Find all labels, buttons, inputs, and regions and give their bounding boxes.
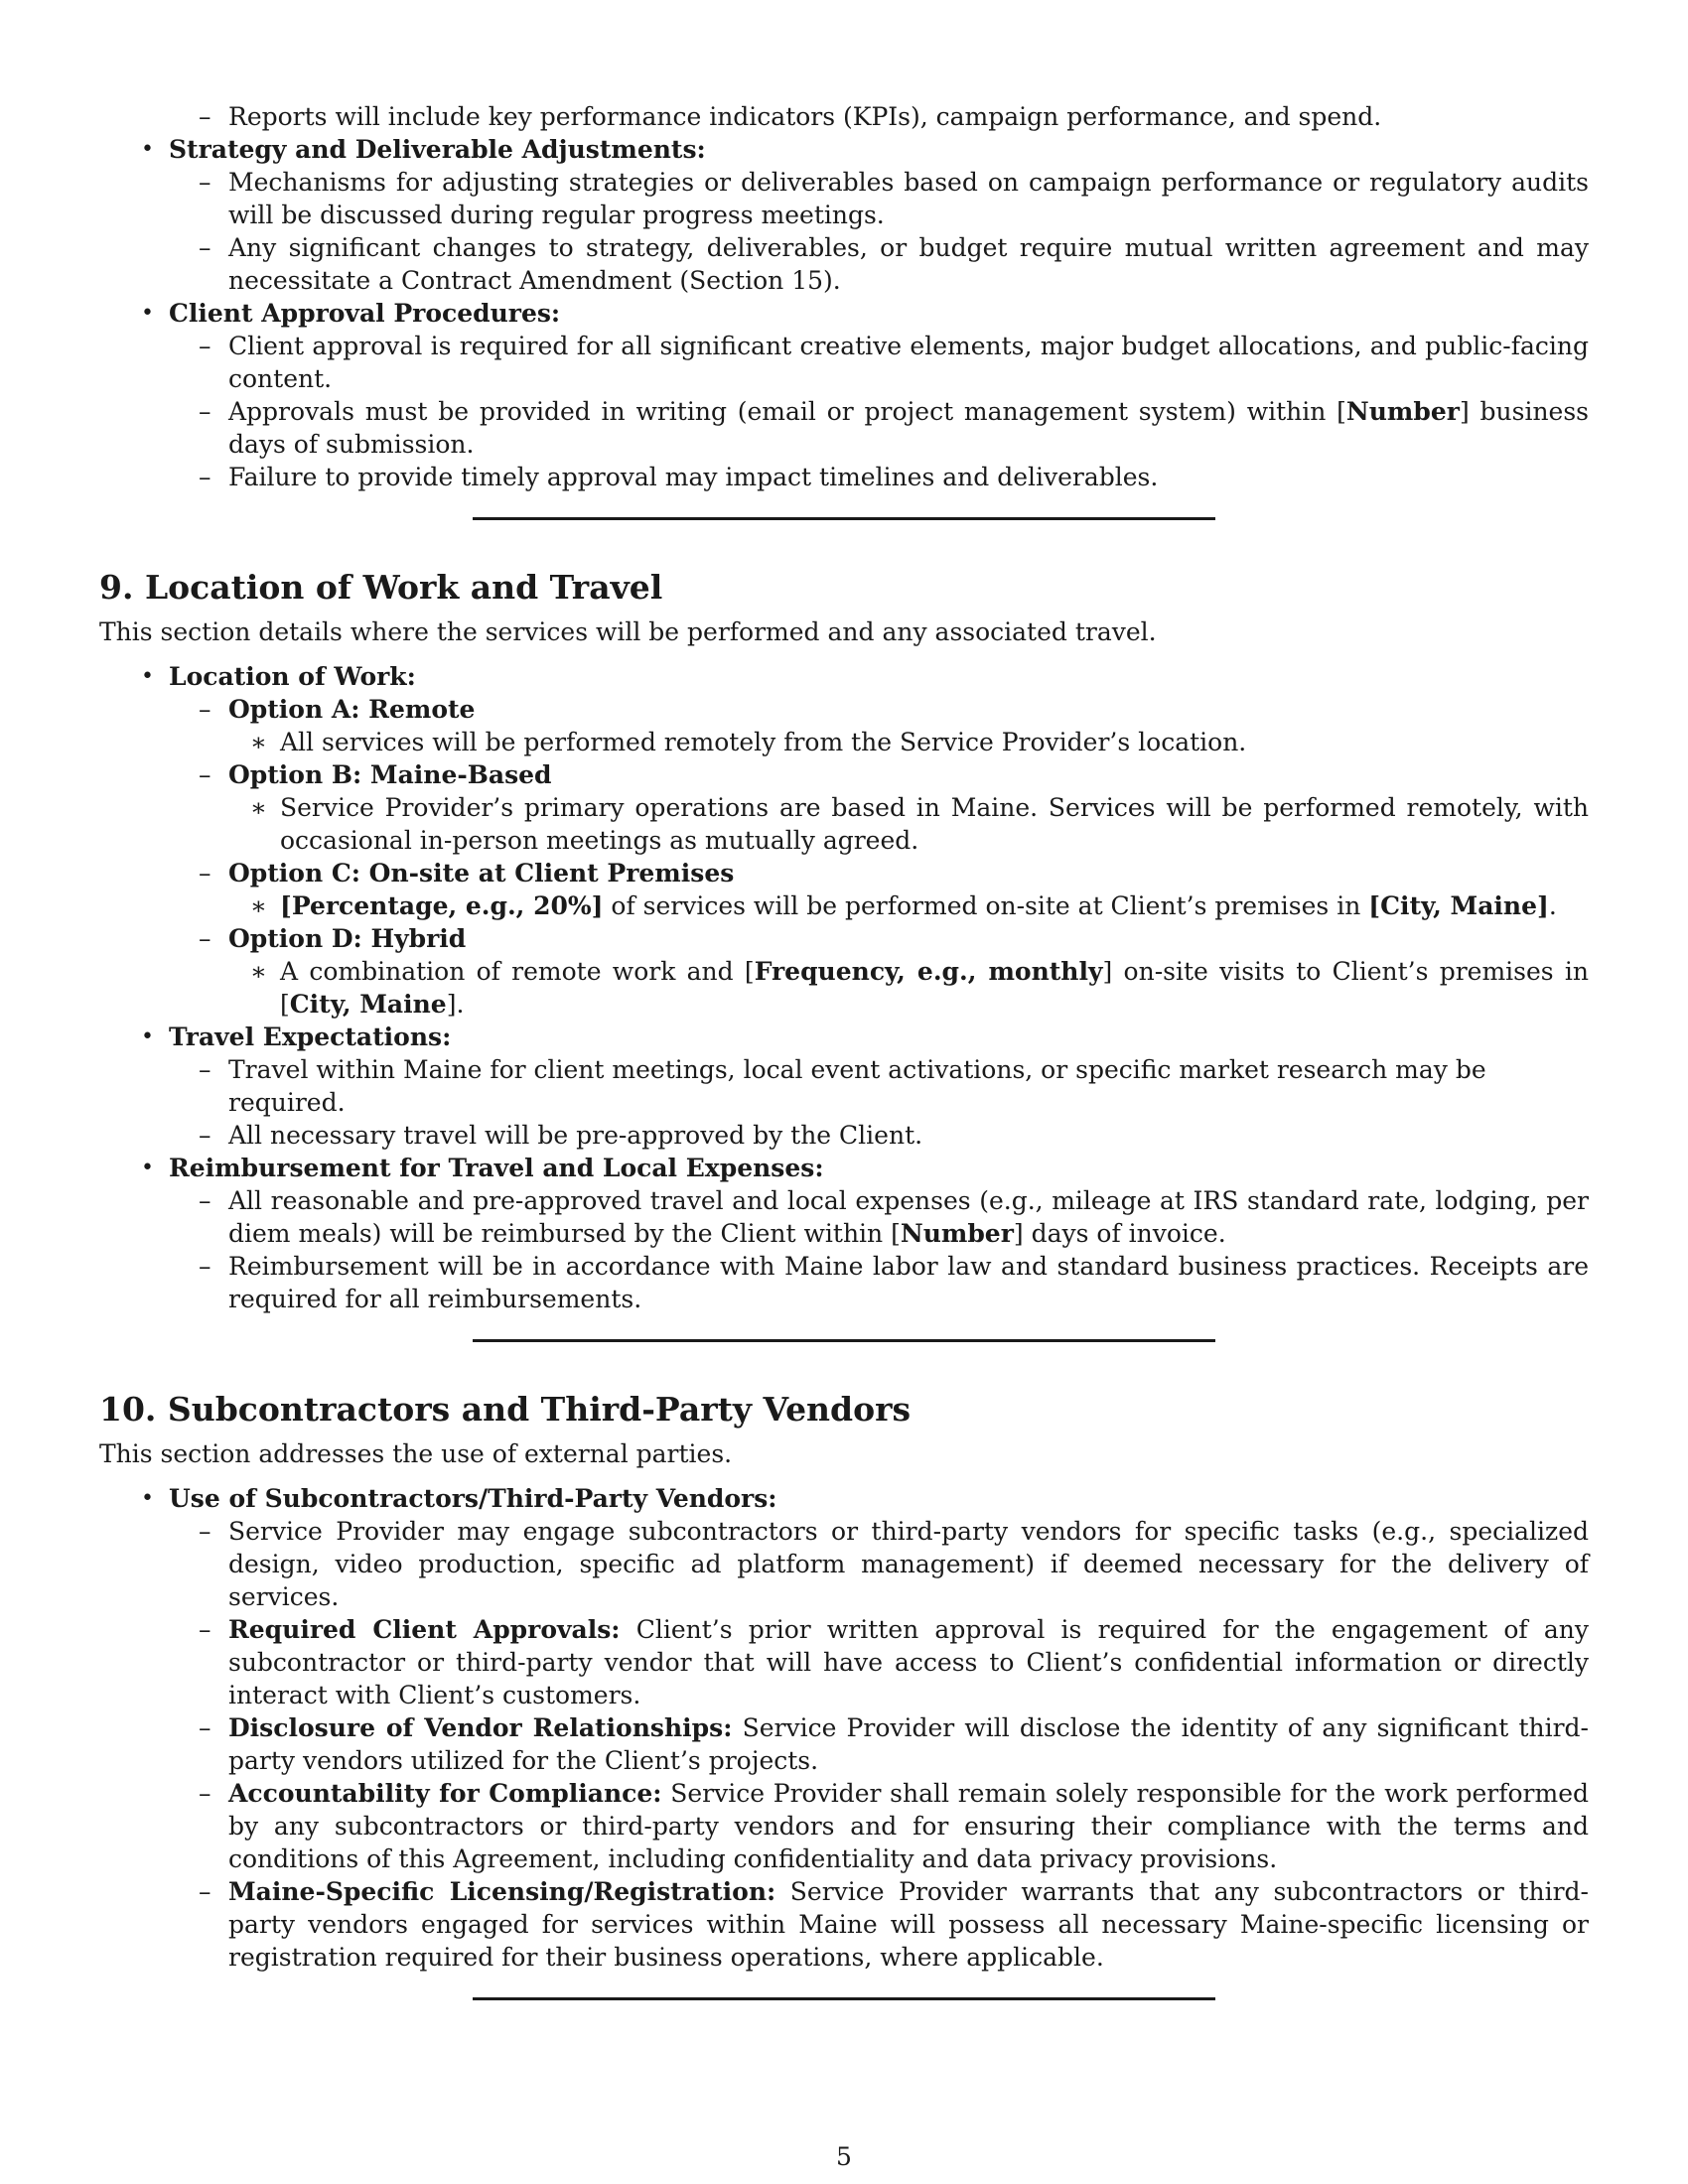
- list-item: – Option A: Remote: [199, 695, 476, 724]
- list-item: – Accountability for Compliance: Service Provider shall remain solely responsible for the work performed by any subcontractors or third-party vendors and for ensuring their compliance with the terms and conditions of this Agreement, including confidentiality and data privacy provisions.: [199, 1779, 1589, 1873]
- asterisk-marker: ∗: [250, 793, 267, 822]
- location-heading: Location of Work:: [169, 662, 416, 691]
- list-item: ∗ A combination of remote work and [Frequency, e.g., monthly] on-site visits to Client’s premises in [City, Maine].: [250, 957, 1590, 1019]
- list-item: [99, 1021, 1589, 1053]
- list-item: – Option B: Maine-Based: [199, 760, 552, 789]
- dash-marker: –: [199, 102, 211, 131]
- list-item: – Failure to provide timely approval may impact timelines and deliverables.: [199, 463, 1159, 491]
- dash-marker: –: [199, 332, 211, 360]
- bullet-marker: •: [141, 137, 154, 162]
- list-item: – Approvals must be provided in writing (email or project management system) within [Number] business days of submission.: [199, 397, 1589, 459]
- dash-marker: –: [199, 397, 211, 426]
- dash-marker: –: [199, 233, 211, 262]
- section-9-intro: This section details where the services will be performed and any associated travel.: [99, 617, 1157, 646]
- approval-heading: Client Approval Procedures:: [169, 299, 561, 328]
- section-9-title: 9. Location of Work and Travel: [99, 568, 663, 607]
- list-item: – Option C: On-site at Client Premises: [199, 859, 735, 887]
- list-item: ∗ [Percentage, e.g., 20%] of services will be performed on-site at Client’s premises in [City, Maine].: [250, 891, 1557, 920]
- dash-marker: –: [199, 463, 211, 491]
- list-item: – Option D: Hybrid: [199, 924, 467, 953]
- list-item: – All necessary travel will be pre-approved by the Client.: [199, 1121, 923, 1150]
- travel-heading: Travel Expectations:: [169, 1023, 452, 1051]
- page-number: 5: [836, 2142, 852, 2171]
- bullet-marker: •: [141, 1156, 154, 1180]
- list-item: [99, 1482, 1589, 1515]
- list-item: [99, 297, 1589, 330]
- page-content: [99, 100, 1589, 2000]
- list-item: – Reimbursement will be in accordance with Maine labor law and standard business practices. Receipts are required for all reimbursements.: [199, 1252, 1589, 1313]
- dash-marker: –: [199, 1877, 211, 1906]
- list-item: [99, 1152, 1589, 1184]
- list-item: – Maine-Specific Licensing/Registration: Service Provider warrants that any subcontractors or third-party vendors engaged for services within Maine will possess all necessary Maine-specific licensing or registration required for their business operations, where applicable.: [199, 1877, 1589, 1972]
- list-item: – Any significant changes to strategy, deliverables, or budget require mutual written agreement and may necessitate a Contract Amendment (Section 15).: [199, 233, 1589, 295]
- dash-marker: –: [199, 1779, 211, 1808]
- dash-marker: –: [199, 1186, 211, 1215]
- bullet-marker: •: [141, 301, 154, 326]
- section-10-title: 10. Subcontractors and Third-Party Vendors: [99, 1390, 912, 1429]
- dash-marker: –: [199, 1517, 211, 1546]
- list-item: – Disclosure of Vendor Relationships: Service Provider will disclose the identity of any significant third-party vendors utilized for the Client’s projects.: [199, 1713, 1589, 1775]
- section-10-intro: This section addresses the use of external parties.: [99, 1439, 733, 1468]
- list-item: – Client approval is required for all significant creative elements, major budget allocations, and public-facing content.: [199, 332, 1589, 393]
- bullet-marker: •: [141, 664, 154, 689]
- list-item: – Travel within Maine for client meetings, local event activations, or specific market research may be required.: [199, 1055, 1486, 1117]
- dash-marker: –: [199, 924, 211, 953]
- strategy-heading: Strategy and Deliverable Adjustments:: [169, 135, 706, 164]
- list-item: [99, 133, 1589, 166]
- asterisk-marker: ∗: [250, 891, 267, 920]
- dash-marker: –: [199, 168, 211, 197]
- dash-marker: –: [199, 1615, 211, 1644]
- list-item: – Mechanisms for adjusting strategies or deliverables based on campaign performance or regulatory audits will be discussed during regular progress meetings.: [199, 168, 1589, 229]
- list-item: ∗ All services will be performed remotely from the Service Provider’s location.: [250, 728, 1247, 756]
- horizontal-rule: [473, 1997, 1215, 2000]
- dash-marker: –: [199, 1252, 211, 1281]
- list-item: – Service Provider may engage subcontractors or third-party vendors for specific tasks (e.g., specialized design, video production, specific ad platform management) if deemed necessary for the delivery of services.: [199, 1517, 1589, 1611]
- bullet-marker: •: [141, 1486, 154, 1511]
- dash-marker: –: [199, 1713, 211, 1742]
- dash-marker: –: [199, 1055, 211, 1084]
- list-item: [99, 660, 1589, 693]
- dash-marker: –: [199, 859, 211, 887]
- bullet-marker: •: [141, 1024, 154, 1049]
- dash-marker: –: [199, 1121, 211, 1150]
- list-item: – Required Client Approvals: Client’s prior written approval is required for the engagement of any subcontractor or third-party vendor that will have access to Client’s confidential information or directly interact with Client’s customers.: [199, 1615, 1589, 1709]
- list-item: ∗ Service Provider’s primary operations are based in Maine. Services will be performed remotely, with occasional in-person meetings as mutually agreed.: [250, 793, 1589, 855]
- asterisk-marker: ∗: [250, 728, 267, 756]
- asterisk-marker: ∗: [250, 957, 267, 986]
- list-item: – All reasonable and pre-approved travel and local expenses (e.g., mileage at IRS standard rate, lodging, per diem meals) will be reimbursed by the Client within [Number] days of invoice.: [199, 1186, 1589, 1248]
- subcontractors-heading: Use of Subcontractors/Third-Party Vendors:: [169, 1484, 777, 1513]
- list-item: – Reports will include key performance indicators (KPIs), campaign performance, and spend.: [199, 102, 1382, 131]
- reimbursement-heading: Reimbursement for Travel and Local Expenses:: [169, 1154, 824, 1182]
- dash-marker: –: [199, 695, 211, 724]
- dash-marker: –: [199, 760, 211, 789]
